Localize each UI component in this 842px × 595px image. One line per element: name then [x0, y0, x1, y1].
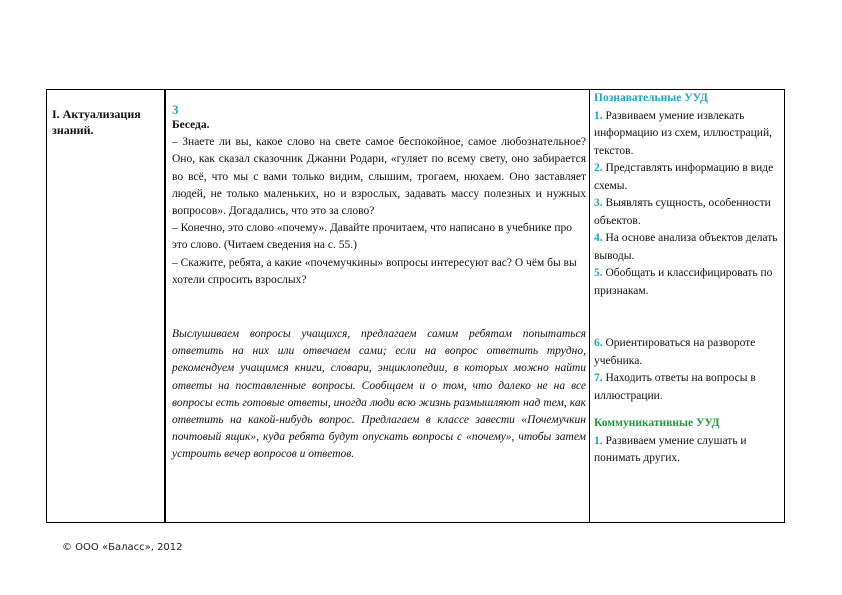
- item-text: Представлять информацию в виде схемы.: [594, 162, 774, 192]
- item-number: 2.: [594, 162, 603, 174]
- uud-column: [590, 90, 784, 522]
- content-paragraph-1: – Знаете ли вы, какое слово на свете самое беспокойное, самое любознательное? Оно, как сказал сказочник Джанни Родари, «гуляет по всему свету, оно забирается во всё, что мы с вами только видим, слышим, трогаем, нюхаем. Оно заставляет людей, не только маленьких, но и взрослых, задавать массу полезных и нужных вопросов». Догадались, что это за слово?: [172, 136, 586, 218]
- content-paragraph-3: – Скажите, ребята, а какие «почемучкины» вопросы интересуют вас? О чём бы вы хотели спросить взрослых?: [172, 256, 577, 286]
- cognitive-item-3: [594, 195, 781, 230]
- spacer: [594, 405, 781, 415]
- communicative-item-1: [594, 433, 781, 468]
- item-number: 3.: [594, 197, 603, 209]
- lesson-table: [46, 89, 785, 523]
- item-text: Выявлять сущность, особенности объектов.: [594, 197, 771, 227]
- item-number: 4.: [594, 232, 603, 244]
- teacher-note: Выслушиваем вопросы учащихся, предлагаем самим ребятам попытаться ответить на них или отвечаем сами; если на вопрос ответить трудно, рекомендуем учащимся книги, словари, энциклопедии, в которых можно найти ответы на поставленные вопросы. Сообщаем и о том, что далеко не на все вопросы есть готовые ответы, иногда люди всю жизнь размышляют над тем, как ответить на какой-нибудь вопрос. Предлагаем в классе завести «Почемучкин почтовый ящик», куда ребята будут опускать вопросы с «почему», чтобы затем устроить вечер вопросов и ответов.: [172, 328, 586, 461]
- item-text: Ориентироваться на развороте учебника.: [594, 337, 756, 367]
- item-number: 5.: [594, 267, 603, 279]
- item-number: 7.: [594, 372, 603, 384]
- communicative-uud-title: Коммуникативные УУД: [594, 417, 720, 429]
- item-text: Развиваем умение слушать и понимать других.: [594, 434, 747, 464]
- cognitive-item-1: [594, 108, 781, 161]
- cognitive-item-6: [594, 335, 781, 370]
- stage-column: [47, 90, 166, 522]
- item-text: Обобщать и классифицировать по признакам.: [594, 267, 773, 297]
- cognitive-item-7: [594, 370, 781, 405]
- item-text: На основе анализа объектов делать выводы.: [594, 232, 778, 262]
- step-number: 3: [172, 102, 179, 117]
- cognitive-item-4: [594, 230, 781, 265]
- item-text: Находить ответы на вопросы в иллюстрации.: [594, 372, 756, 402]
- content-paragraph-2: – Конечно, это слово «почему». Давайте прочитаем, что написано в учебнике про это слово. (Читаем сведения на с. 55.): [172, 222, 572, 252]
- cognitive-item-5: [594, 265, 781, 300]
- stage-label: I. Актуализация знаний.: [52, 107, 141, 137]
- cognitive-uud-title: Познавательные УУД: [594, 92, 708, 104]
- cognitive-item-2: [594, 160, 781, 195]
- copyright-footer: © ООО «Баласс», 2012: [62, 542, 183, 553]
- spacer: [594, 300, 781, 335]
- content-heading: Беседа.: [172, 119, 210, 131]
- item-number: 1.: [594, 434, 603, 447]
- content-column: [166, 90, 590, 522]
- item-number: 1.: [594, 109, 603, 122]
- item-number: 6.: [594, 337, 603, 349]
- item-text: Развиваем умение извлекать информацию из схем, иллюстраций, текстов.: [594, 109, 772, 157]
